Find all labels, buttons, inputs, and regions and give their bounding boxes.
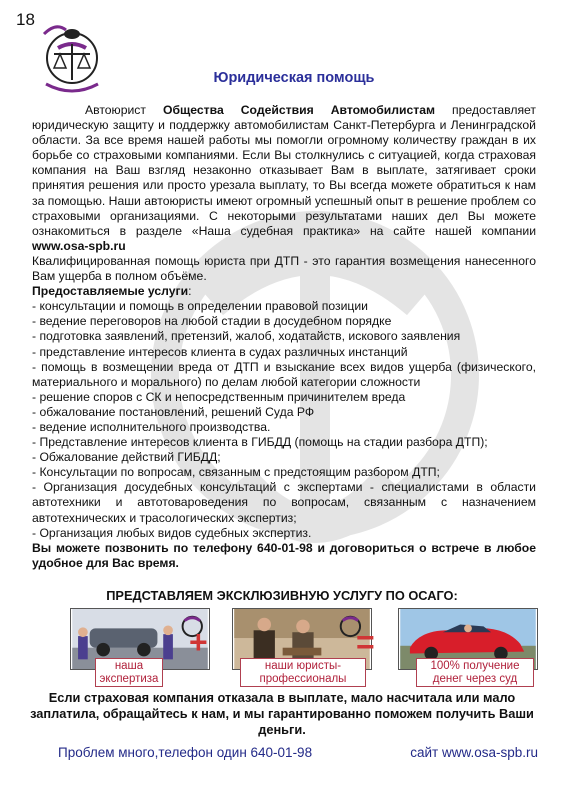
service-item: - представление интересов клиента в судах различных инстанций <box>32 344 408 359</box>
intro-paragraph <box>32 103 536 254</box>
plus-sign: + <box>189 624 208 660</box>
law-emblem-logo <box>36 14 108 102</box>
service-item: - помощь в возмещении вреда от ДТП и взыскание всех видов ущерба (физического, материального и морального) по делам любой категории сложности <box>32 359 536 389</box>
site-link[interactable]: www.osa-spb.ru <box>32 238 126 253</box>
caption-line: денег через суд <box>432 672 518 685</box>
intro-body: предоставляет юридическую защиту и поддержку автомобилистам Санкт-Петербурга и Ленинградской области. За все время нашей работы мы помогли огромному количеству граждан в их борьбе со страховыми компаниями. Если Вы столкнулись с ситуацией, когда страховая компания на Ваш взгляд незаконно отказывает Вам в выплате, затягивает сроки принятия решения или просто урезала выплату, то Вы всегда можете обратиться к нам за помощью. Наши автоюристы имеют огромный успешный опыт в решение проблем со страховыми организациями. С некоторыми результатами наших дел Вы можете ознакомиться в разделе «Наша судебная практика» на сайте нашей компании <box>32 103 536 238</box>
service-item: - Организация досудебных консультаций с экспертами - специалистами в области автотехники и автотовароведения по вопросам, связанным с назначением автотехнических и трасологических экспертиз; <box>32 480 536 525</box>
intro-closing: Квалифицированная помощь юриста при ДТП - это гарантия возмещения нанесенного Вам ущерба в полном объёме. <box>32 253 536 284</box>
service-item: - ведение исполнительного производства. <box>32 419 271 434</box>
caption-line: 100% получение <box>430 660 520 672</box>
lawyers-caption <box>240 658 366 687</box>
payout-caption <box>416 658 534 687</box>
org-name: Общества Содействия Автомобилистам <box>162 103 436 117</box>
caption-line: экспертиза <box>99 672 159 685</box>
main-content <box>32 103 536 571</box>
footer-site[interactable]: сайт www.osa-spb.ru <box>410 745 538 760</box>
caption-line: наши юристы- <box>264 660 342 672</box>
services-heading-suffix: : <box>188 284 192 299</box>
promo-heading: ПРЕДСТАВЛЯЕМ ЭКСКЛЮЗИВНУЮ УСЛУГУ ПО ОСАГО: <box>106 588 458 603</box>
intro-lead: Автоюрист <box>85 103 163 117</box>
service-item: - Организация любых видов судебных экспертиз. <box>32 525 312 540</box>
guarantee-callout: Если страховая компания отказала в выплате, мало насчитала или мало заплатила, обращайтесь к нам, и мы гарантированно поможем получить Ваши деньги. <box>30 690 534 737</box>
page-number: 18 <box>16 10 35 29</box>
services-heading-line <box>32 284 536 299</box>
lawyers-panel <box>232 608 372 688</box>
service-item: - Представление интересов клиента в ГИБДД (помощь на стадии разбора ДТП); <box>32 435 488 450</box>
service-item: - консультации и помощь в определении правовой позиции <box>32 299 368 314</box>
service-item: - обжалование постановлений, решений Суда РФ <box>32 404 315 419</box>
equals-sign: = <box>356 624 375 660</box>
footer-phone: Проблем много,телефон один 640-01-98 <box>58 745 313 760</box>
caption-line: наша <box>114 660 144 672</box>
service-item: - Обжалование действий ГИБДД; <box>32 450 221 465</box>
service-item: - Консультации по вопросам, связанным с предстоящим разбором ДТП; <box>32 465 440 480</box>
services-list <box>32 299 536 541</box>
payout-panel <box>398 608 538 688</box>
expertise-caption <box>95 658 163 687</box>
service-item: - подготовка заявлений, претензий, жалоб, ходатайств, искового заявления <box>32 329 461 344</box>
services-heading: Предоставляемые услуги <box>32 284 189 299</box>
caption-line: профессионалы <box>259 672 347 685</box>
phone-callout: Вы можете позвонить по телефону 640-01-98 и договориться о встрече в любое удобное для Вас время. <box>32 540 536 570</box>
service-item: - ведение переговоров на любой стадии в досудебном порядке <box>32 314 392 329</box>
service-item: - решение споров с СК и непосредственным причинителем вреда <box>32 389 406 404</box>
page-title: Юридическая помощь <box>213 70 375 86</box>
